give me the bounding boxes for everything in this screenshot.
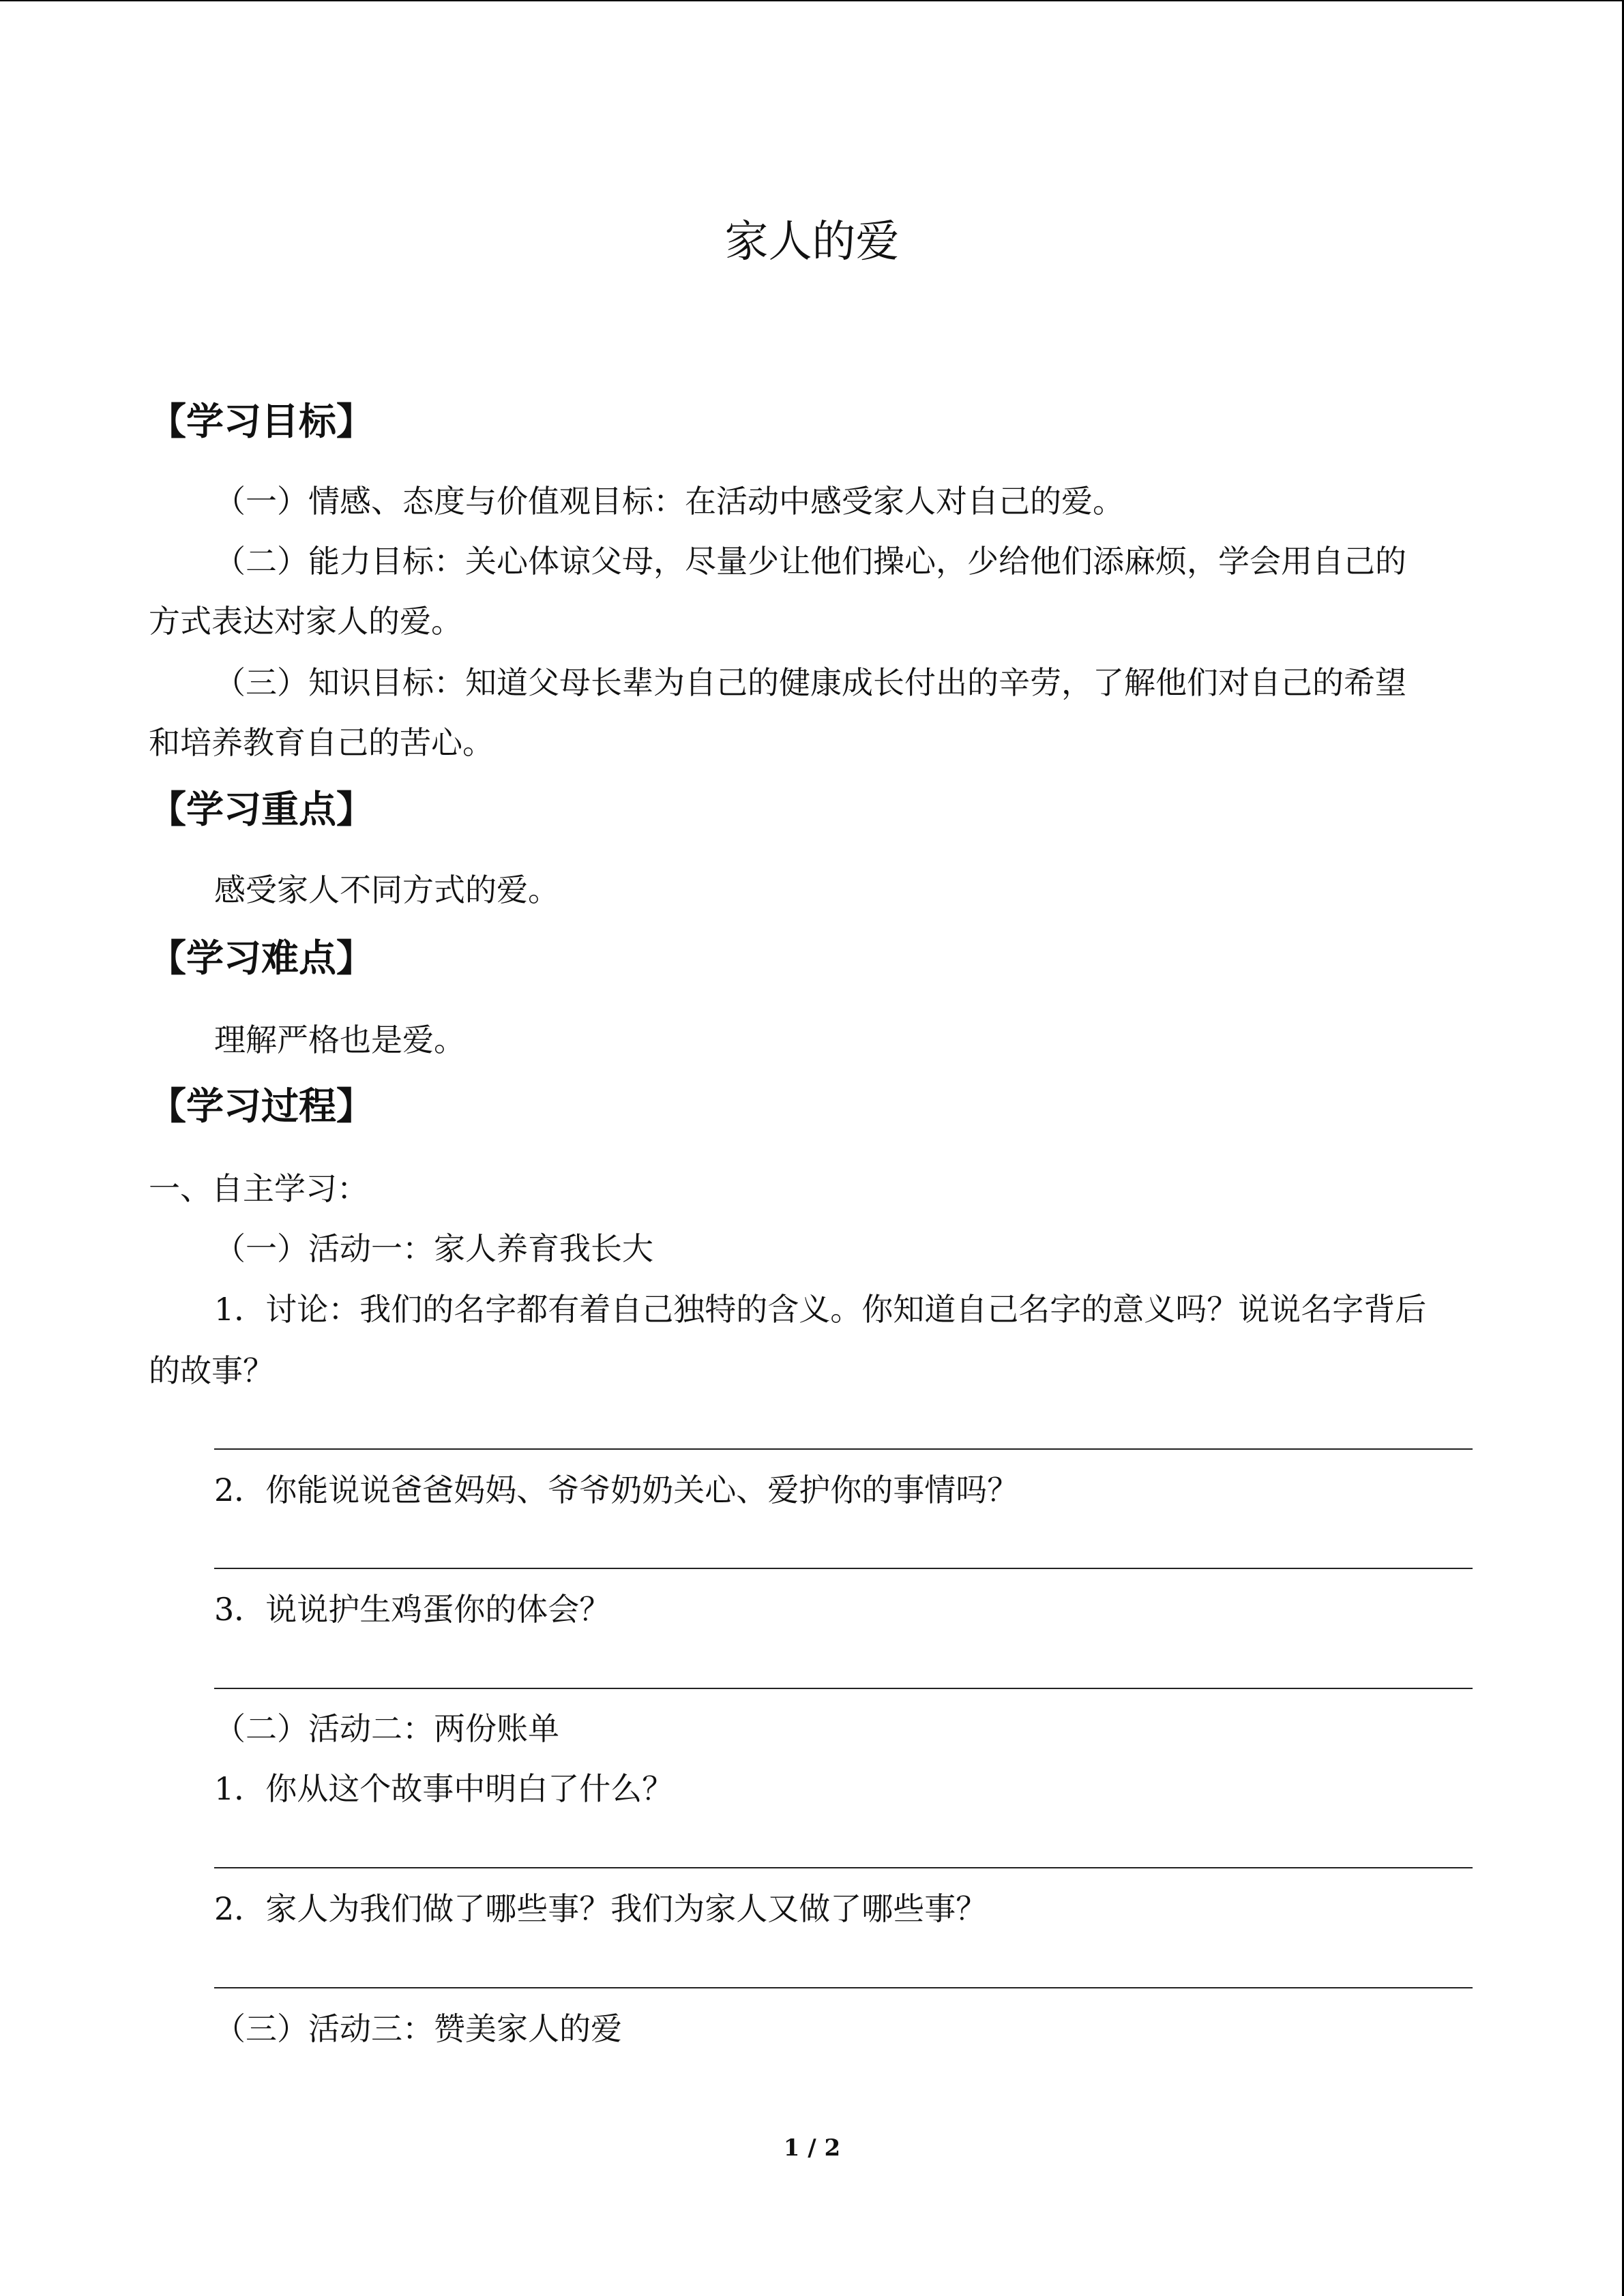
key-points-text: 感受家人不同方式的爱。 xyxy=(214,871,559,908)
page-title: 家人的爱 xyxy=(724,217,900,267)
answer-line xyxy=(214,1568,1473,1569)
activity-1-question-1-line-1: 1．讨论：我们的名字都有着自己独特的含义。你知道自己名字的意义吗？说说名字背后 xyxy=(214,1291,1427,1328)
goal-item-2-line-2: 方式表达对家人的爱。 xyxy=(149,603,462,640)
activity-2-title: （二）活动二：两份账单 xyxy=(214,1710,559,1747)
page-top-border xyxy=(0,0,1624,1)
key-points-heading: 【学习重点】 xyxy=(149,788,374,831)
answer-line xyxy=(214,1867,1473,1868)
activity-3-title: （三）活动三：赞美家人的爱 xyxy=(214,2010,622,2047)
answer-line xyxy=(214,1688,1473,1689)
activity-1-question-3: 3．说说护生鸡蛋你的体会？ xyxy=(214,1591,611,1628)
goal-item-3-line-2: 和培养教育自己的苦心。 xyxy=(149,724,494,761)
difficulties-text: 理解严格也是爱。 xyxy=(214,1022,465,1058)
process-part-1: 一、自主学习： xyxy=(149,1170,368,1207)
page-number: 1 / 2 xyxy=(783,2134,841,2162)
goal-item-2-line-1: （二）能力目标：关心体谅父母，尽量少让他们操心，少给他们添麻烦，学会用自己的 xyxy=(214,543,1406,580)
activity-1-title: （一）活动一：家人养育我长大 xyxy=(214,1230,653,1267)
activity-1-question-2: 2．你能说说爸爸妈妈、爷爷奶奶关心、爱护你的事情吗？ xyxy=(214,1472,1019,1508)
activity-1-question-1-line-2: 的故事？ xyxy=(149,1352,274,1389)
difficulties-heading: 【学习难点】 xyxy=(149,936,374,980)
activity-2-question-1: 1．你从这个故事中明白了什么？ xyxy=(214,1770,674,1807)
goal-item-1: （一）情感、态度与价值观目标：在活动中感受家人对自己的爱。 xyxy=(214,483,1124,520)
goal-item-3-line-1: （三）知识目标：知道父母长辈为自己的健康成长付出的辛劳，了解他们对自己的希望 xyxy=(214,664,1406,701)
goals-heading: 【学习目标】 xyxy=(149,400,374,443)
activity-2-question-2: 2．家人为我们做了哪些事？我们为家人又做了哪些事？ xyxy=(214,1890,988,1927)
answer-line xyxy=(214,1448,1473,1450)
process-heading: 【学习过程】 xyxy=(149,1084,374,1128)
answer-line xyxy=(214,1987,1473,1988)
